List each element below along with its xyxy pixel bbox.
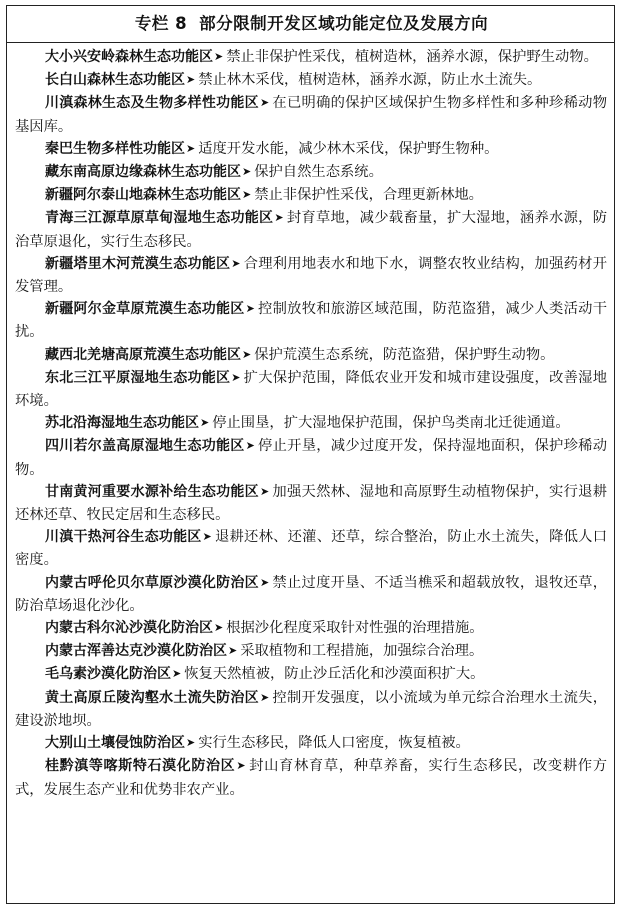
list-item <box>15 481 607 526</box>
arrow-right-icon: ➤ <box>231 370 241 384</box>
region-description: 适度开发水能，减少林木采伐，保护野生物种。 <box>198 140 499 157</box>
region-name: 黄土高原丘陵沟壑水土流失防治区 <box>45 689 259 706</box>
region-name: 桂黔滇等喀斯特石漠化防治区 <box>45 758 236 775</box>
list-item <box>15 344 607 367</box>
arrow-right-icon: ➤ <box>172 667 182 681</box>
region-name: 甘南黄河重要水源补给生态功能区 <box>45 483 259 500</box>
region-name: 藏东南高原边缘森林生态功能区 <box>45 164 241 181</box>
list-item <box>15 755 607 800</box>
region-name: 东北三江平原湿地生态功能区 <box>45 369 231 386</box>
list-item <box>15 572 607 617</box>
entry-list <box>7 43 614 801</box>
region-name: 内蒙古浑善达克沙漠化防治区 <box>45 643 227 660</box>
arrow-right-icon: ➤ <box>200 416 210 430</box>
list-item <box>15 253 607 298</box>
arrow-right-icon: ➤ <box>245 439 255 453</box>
region-description: 封育草地，减少载畜量，扩大湿地，涵养水源，防治草原退化，实行生态移民。 <box>15 210 608 250</box>
region-description: 扩大保护范围，降低农业开发和城市建设强度，改善湿地环境。 <box>15 369 607 410</box>
column-number: 专栏 8 <box>134 14 188 33</box>
region-name: 内蒙古呼伦贝尔草原沙漠化防治区 <box>45 574 259 591</box>
arrow-right-icon: ➤ <box>236 759 246 773</box>
arrow-right-icon: ➤ <box>214 621 224 635</box>
region-name: 长白山森林生态功能区 <box>45 72 185 89</box>
region-name: 大小兴安岭森林生态功能区 <box>45 49 213 65</box>
arrow-right-icon: ➤ <box>186 73 196 87</box>
arrow-right-icon: ➤ <box>259 96 270 110</box>
region-description: 停止围垦，扩大湿地保护范围，保护鸟类南北迁徙通道。 <box>212 415 570 432</box>
arrow-right-icon: ➤ <box>228 644 238 658</box>
list-item <box>15 298 607 343</box>
region-name: 新疆阿尔金草原荒漠生态功能区 <box>45 301 245 318</box>
region-name: 川滇干热河谷生态功能区 <box>45 529 202 546</box>
arrow-right-icon: ➤ <box>231 256 241 270</box>
region-name: 大别山土壤侵蚀防治区 <box>45 735 185 752</box>
list-item <box>15 184 607 207</box>
region-description: 禁止非保护性采伐，植树造林，涵养水源，保护野生动物。 <box>226 49 598 65</box>
region-description: 保护荒漠生态系统，防范盗猎，保护野生动物。 <box>254 346 555 363</box>
region-description: 禁止过度开垦、不适当樵采和超载放牧，退牧还草，防治草场退化沙化。 <box>15 574 608 614</box>
arrow-right-icon: ➤ <box>259 484 270 498</box>
region-description: 实行生态移民，降低人口密度，恢复植被。 <box>198 735 470 752</box>
region-name: 内蒙古科尔沁沙漠化防治区 <box>45 620 213 637</box>
region-name: 毛乌素沙漠化防治区 <box>45 666 171 683</box>
arrow-right-icon: ➤ <box>242 188 252 202</box>
arrow-right-icon: ➤ <box>242 347 252 361</box>
list-item <box>15 687 607 732</box>
region-description: 采取植物和工程措施，加强综合治理。 <box>240 643 484 660</box>
region-description: 保护自然生态系统。 <box>254 164 383 181</box>
list-item <box>15 640 607 663</box>
list-item <box>15 526 607 571</box>
region-name: 苏北沿海湿地生态功能区 <box>45 415 199 432</box>
region-description: 退耕还林、还灌、还草，综合整治，防止水土流失，降低人口密度。 <box>15 529 608 569</box>
region-name: 新疆阿尔泰山地森林生态功能区 <box>45 187 241 204</box>
arrow-right-icon: ➤ <box>259 690 270 704</box>
list-item <box>15 732 607 755</box>
region-description: 加强天然林、湿地和高原野生动植物保护，实行退耕还林还草、牧民定居和生态移民。 <box>15 483 608 524</box>
list-item <box>15 69 607 92</box>
region-description: 控制放牧和旅游区域范围，防范盗猎，减少人类活动干扰。 <box>15 301 608 341</box>
list-item <box>15 138 607 161</box>
region-description: 禁止林木采伐，植树造林，涵养水源，防止水土流失。 <box>198 72 542 89</box>
region-description: 禁止非保护性采伐，合理更新林地。 <box>254 187 483 204</box>
region-name: 新疆塔里木河荒漠生态功能区 <box>45 255 231 272</box>
arrow-right-icon: ➤ <box>214 50 224 63</box>
list-item <box>15 367 607 412</box>
arrow-right-icon: ➤ <box>186 141 196 155</box>
arrow-right-icon: ➤ <box>242 165 252 179</box>
list-item <box>15 412 607 435</box>
arrow-right-icon: ➤ <box>186 736 196 750</box>
region-description: 控制开发强度，以小流域为单元综合治理水土流失，建设淤地坝。 <box>15 689 608 729</box>
list-item <box>15 435 607 480</box>
list-item <box>15 161 607 184</box>
list-item <box>15 663 607 686</box>
title-text: 部分限制开发区域功能定位及发展方向 <box>199 14 489 33</box>
arrow-right-icon: ➤ <box>202 530 212 544</box>
region-name: 川滇森林生态及生物多样性功能区 <box>45 95 259 112</box>
list-item <box>15 46 607 69</box>
region-description: 合理利用地表水和地下水，调整农牧业结构，加强药材开发管理。 <box>15 255 607 296</box>
region-description: 根据沙化程度采取针对性强的治理措施。 <box>226 620 484 637</box>
region-description: 停止开垦，减少过度开发，保持湿地面积，保护珍稀动物。 <box>15 438 608 478</box>
list-item <box>15 92 607 137</box>
list-item <box>15 617 607 640</box>
box-title <box>7 6 614 43</box>
region-name: 秦巴生物多样性功能区 <box>45 140 185 157</box>
region-name: 四川若尔盖高原湿地生态功能区 <box>45 438 245 455</box>
arrow-right-icon: ➤ <box>259 575 270 589</box>
feature-box <box>6 5 615 904</box>
region-name: 藏西北羌塘高原荒漠生态功能区 <box>45 346 241 363</box>
region-description: 在已明确的保护区域保护生物多样性和多种珍稀动物基因库。 <box>15 95 608 135</box>
arrow-right-icon: ➤ <box>274 211 284 225</box>
arrow-right-icon: ➤ <box>245 302 255 316</box>
region-description: 恢复天然植被，防止沙丘活化和沙漠面积扩大。 <box>184 666 485 683</box>
list-item <box>15 207 607 252</box>
region-description: 封山育林育草，种草养畜，实行生态移民，改变耕作方式，发展生态产业和优势非农产业。 <box>15 758 607 798</box>
region-name: 青海三江源草原草甸湿地生态功能区 <box>45 210 274 227</box>
